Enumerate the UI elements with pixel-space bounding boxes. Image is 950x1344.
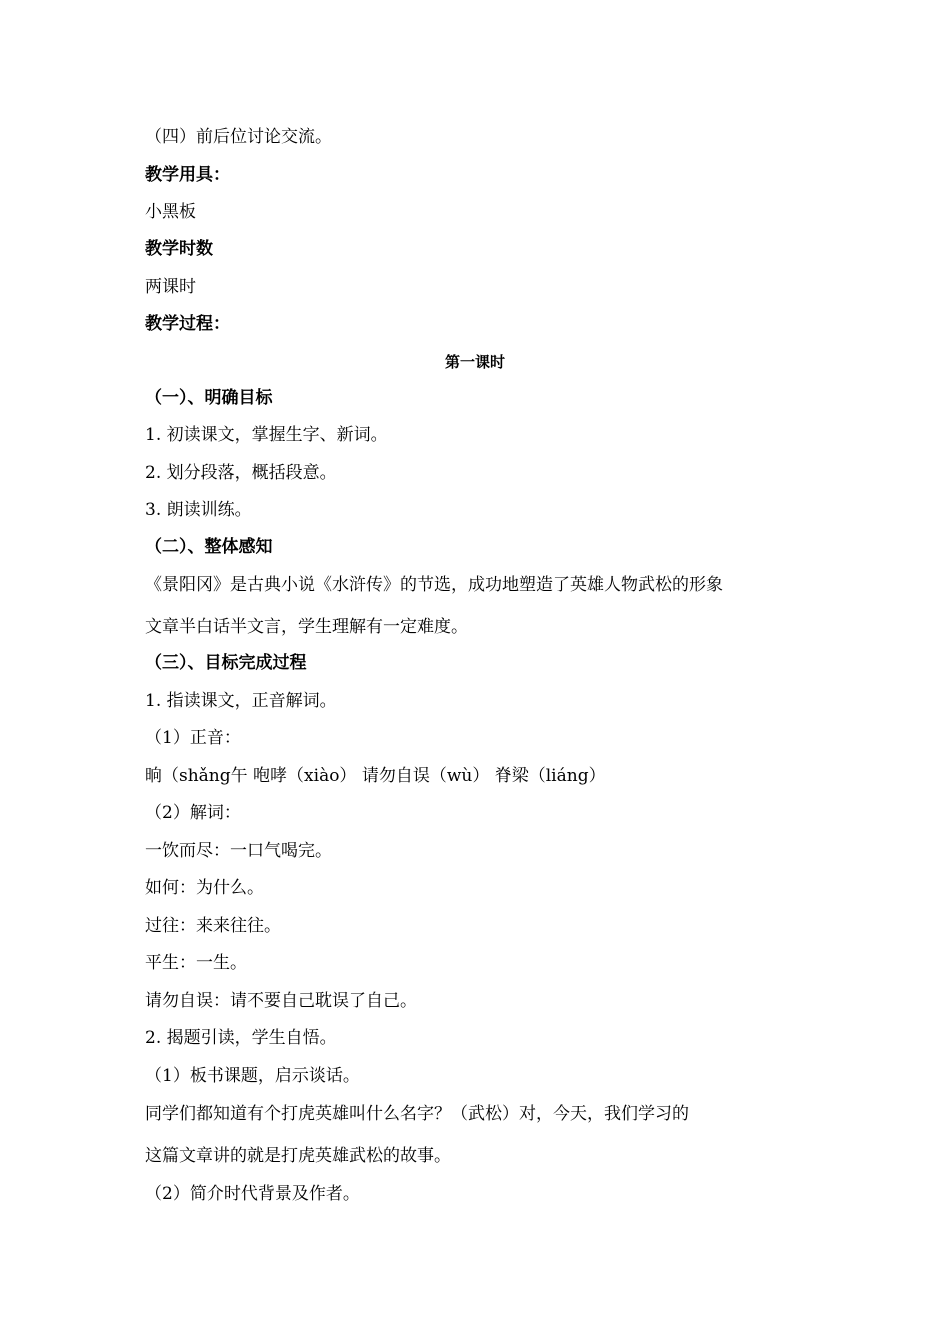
vocabulary-heading: （2）解词： (145, 803, 241, 823)
vocabulary-item: 请勿自误：请不要自己耽误了自己。 (145, 991, 417, 1011)
process-item-1: 1. 指读课文，正音解词。 (145, 691, 337, 711)
process-item-2: 2. 揭题引读，学生自悟。 (145, 1028, 337, 1048)
goal-item-3: 3. 朗读训练。 (145, 500, 252, 520)
intro-paragraph-line-1: 同学们都知道有个打虎英雄叫什么名字？（武松）对，今天，我们学习的 (145, 1104, 689, 1124)
teaching-process-heading: 教学过程： (145, 314, 230, 334)
goal-item-1: 1. 初读课文，掌握生字、新词。 (145, 425, 388, 445)
pronunciation-heading: （1）正音： (145, 728, 241, 748)
overview-paragraph-line-2: 文章半白话半文言，学生理解有一定难度。 (145, 617, 468, 637)
vocabulary-item: 过往：来来往往。 (145, 916, 281, 936)
goal-item-2: 2. 划分段落，概括段意。 (145, 463, 337, 483)
lesson-title: 第一课时 (444, 353, 505, 371)
teaching-tools-heading: 教学用具： (145, 165, 230, 185)
teaching-tools-text: 小黑板 (145, 202, 196, 222)
teaching-hours-text: 两课时 (145, 277, 196, 297)
vocabulary-item: 平生：一生。 (145, 953, 247, 973)
sub-step-1: （1）板书课题，启示谈话。 (145, 1066, 360, 1086)
vocabulary-item: 如何：为什么。 (145, 878, 264, 898)
section-heading-process: （三）、目标完成过程 (145, 653, 307, 673)
section-heading-goals: （一）、明确目标 (145, 388, 273, 408)
sub-step-2: （2）简介时代背景及作者。 (145, 1184, 360, 1204)
vocabulary-item: 一饮而尽：一口气喝完。 (145, 841, 332, 861)
intro-paragraph-line-2: 这篇文章讲的就是打虎英雄武松的故事。 (145, 1146, 451, 1166)
discussion-step-text: （四）前后位讨论交流。 (145, 127, 332, 147)
teaching-hours-heading: 教学时数 (145, 239, 213, 259)
overview-paragraph-line-1: 《景阳冈》是古典小说《水浒传》的节选，成功地塑造了英雄人物武松的形象 (145, 575, 723, 595)
pronunciation-list: 晌（shǎng午 咆哮（xiào） 请勿自误（wù） 脊梁（liáng） (145, 766, 606, 786)
section-heading-overview: （二）、整体感知 (145, 537, 273, 557)
